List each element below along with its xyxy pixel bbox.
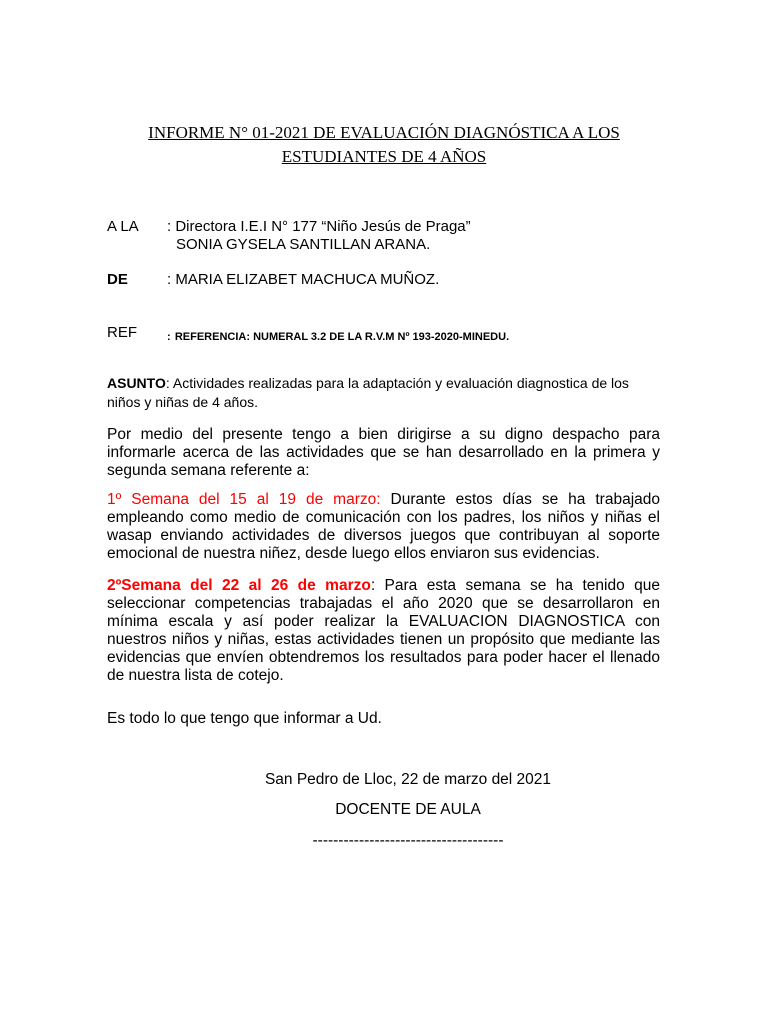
reference-colon: : xyxy=(167,331,171,343)
intro-paragraph: Por medio del presente tengo a bien dirigirse a su digno despacho para informarle acerca de las actividades que se han desarrollado en la primera y segunda semana referente a: xyxy=(107,426,660,479)
week1-heading: 1º Semana del 15 al 19 de marzo: xyxy=(107,491,381,508)
week2-paragraph xyxy=(107,577,660,685)
week2-text: : Para esta semana se ha tenido que seleccionar competencias trabajadas el año 2020 que se desarrollaron en mínima escala y así poder realizar la EVALUACION DIAGNOSTICA con nuestros niños y niñas, estas actividades tienen un propósito que mediante las evidencias que envíen obtendremos los resultados para poder hacer el llenado de nuestra lista de cotejo. xyxy=(107,577,660,684)
document-title xyxy=(100,121,668,169)
addressee-value-line-1: : Directora I.E.I N° 177 “Niño Jesús de Praga” xyxy=(167,218,471,235)
closing-line: Es todo lo que tengo que informar a Ud. xyxy=(107,710,382,727)
subject-label: ASUNTO xyxy=(107,375,166,391)
subject-paragraph xyxy=(107,374,662,412)
place-date: San Pedro de Lloc, 22 de marzo del 2021 xyxy=(264,771,552,788)
signature-line: ------------------------------------- xyxy=(312,832,504,849)
sender-value: : MARIA ELIZABET MACHUCA MUÑOZ. xyxy=(167,271,440,288)
addressee-label: A LA xyxy=(107,218,139,235)
reference-value xyxy=(167,324,509,343)
title-line-1: INFORME N° 01-2021 DE EVALUACIÓN DIAGNÓSTICA A LOS xyxy=(148,123,620,142)
week2-heading: 2ºSemana del 22 al 26 de marzo xyxy=(107,577,371,594)
sender-label: DE xyxy=(107,271,128,288)
week1-text: Durante estos días se ha trabajado empleando como medio de comunicación con los padres, los niños y niñas el wasap enviando actividades de diversos juegos que contribuyan al soporte emocional de nuestra niñez, desde luego ellos enviaron sus evidencias. xyxy=(107,491,661,562)
subject-text: : Actividades realizadas para la adaptación y evaluación diagnostica de los niños y niñas de 4 años. xyxy=(107,375,629,410)
title-line-2: ESTUDIANTES DE 4 AÑOS xyxy=(281,147,487,166)
week1-paragraph xyxy=(107,491,660,563)
addressee-value-line-2: SONIA GYSELA SANTILLAN ARANA. xyxy=(176,236,431,253)
reference-text: REFERENCIA: NUMERAL 3.2 DE LA R.V.M Nº 193-2020-MINEDU. xyxy=(174,331,510,343)
signer-role: DOCENTE DE AULA xyxy=(335,801,481,818)
reference-label: REF xyxy=(107,324,137,341)
